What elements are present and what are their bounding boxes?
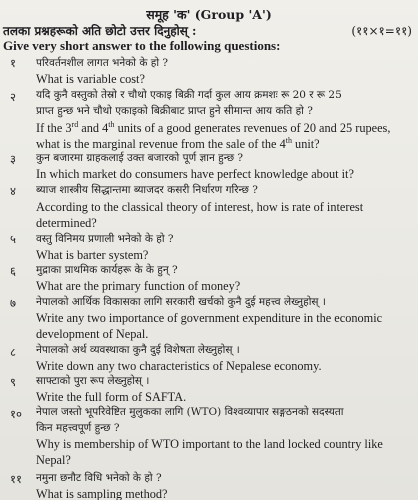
question-english-text: Write any two importance of government expenditure in the economic (36, 311, 383, 325)
question-nepali-text: नेपालको अर्थ व्यवस्थाका कुनै दुई विशेषता लेख्नुहोस् । (36, 344, 240, 356)
question-nepali-text: किन महत्त्वपूर्ण हुन्छ ? (36, 422, 120, 434)
question-english-text: According to the classical theory of interest, how is rate of interest (36, 200, 364, 214)
question-number: २ (10, 90, 16, 104)
marks-allocation: (११×१=११) (351, 24, 412, 38)
section-title: समूह 'क' (Group 'A') (146, 7, 272, 22)
question-number: ७ (10, 296, 16, 310)
question-english-text: Write the full form of SAFTA. (36, 390, 187, 404)
question-nepali-text: परिवर्तनशील लागत भनेको के हो ? (36, 57, 169, 69)
question-nepali-text: मुद्राका प्राथमिक कार्यहरू के के हुन् ? (36, 264, 178, 276)
question-number: ३ (10, 152, 16, 166)
english-instruction: Give very short answer to the following questions: (3, 38, 281, 53)
question-nepali-text: नमुना छनौट विधि भनेको के हो ? (36, 472, 162, 484)
question-english-text: what is the marginal revenue from the sale of the 4th unit? (36, 136, 320, 152)
question-number: ५ (10, 232, 16, 246)
question-nepali-text: कुन बजारमा ग्राहकलाई उक्त बजारको पूर्ण ज्ञान हुन्छ ? (36, 152, 244, 164)
question-english-text: Nepal? (36, 453, 71, 467)
question-nepali-text: प्राप्त हुन्छ भने चौथो एकाइको बिक्रीबाट प्राप्त हुने सीमान्त आय कति हो ? (36, 105, 313, 117)
question-nepali-text: वस्तु विनिमय प्रणाली भनेको के हो ? (36, 233, 174, 245)
question-number: ४ (10, 184, 16, 198)
question-nepali-text: ब्याज शास्त्रीय सिद्धान्तमा ब्याजदर कसरी निर्धारण गरिन्छ ? (36, 184, 258, 196)
question-number: ६ (10, 264, 16, 278)
question-number: १ (10, 56, 16, 70)
question-english-text: If the 3rd and 4th units of a good generates revenues of 20 and 25 rupees, (36, 120, 391, 136)
question-nepali-text: साफ्टाको पुरा रूप लेख्नुहोस् । (36, 375, 150, 387)
question-english-text: What is barter system? (36, 248, 149, 262)
question-english-text: What is variable cost? (36, 72, 145, 86)
question-english-text: development of Nepal. (36, 327, 149, 341)
question-english-text: Write down any two characteristics of Nepalese economy. (36, 359, 322, 373)
question-number: ११ (10, 472, 22, 486)
question-number: ८ (10, 345, 16, 359)
question-english-text: In which market do consumers have perfect knowledge about it? (36, 167, 354, 181)
question-nepali-text: नेपाल जस्तो भूपरिवेष्टित मुलुकका लागि (WTO) विश्वव्यापार सङ्गठनको सदस्यता (36, 406, 344, 418)
question-nepali-text: यदि कुनै वस्तुको तेस्रो र चौथो एकाइ बिक्री गर्दा कुल आय क्रमशः रू 20 र रू 25 (36, 89, 342, 101)
question-number: १० (10, 407, 22, 421)
question-nepali-text: नेपालको आर्थिक विकासका लागि सरकारी खर्चको कुनै दुई महत्त्व लेख्नुहोस् । (36, 296, 326, 308)
question-number: ९ (10, 375, 16, 389)
question-english-text: Why is membership of WTO important to the land locked country like (36, 437, 383, 451)
question-english-text: What are the primary function of money? (36, 279, 241, 293)
nepali-instruction: तलका प्रश्नहरूको अति छोटो उत्तर दिनुहोस् : (3, 24, 197, 38)
question-english-text: What is sampling method? (36, 487, 168, 500)
question-english-text: determined? (36, 216, 97, 230)
